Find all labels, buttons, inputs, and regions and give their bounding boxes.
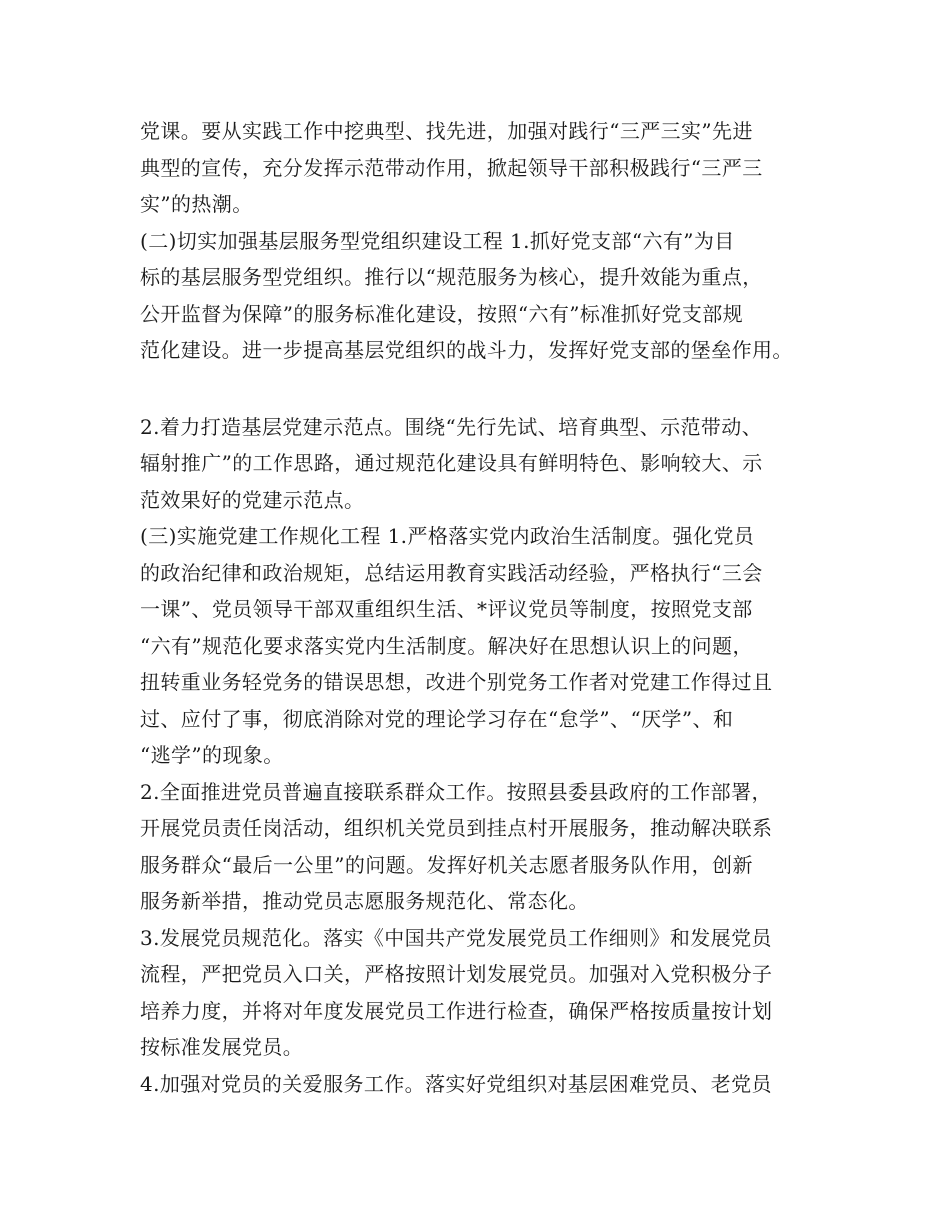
text-line: 服务群众“最后一公里”的问题。发挥好机关志愿者服务队作用，创新 [140, 852, 753, 877]
text-line: 流程，严把党员入口关，严格按照计划发展党员。加强对入党积极分子 [140, 962, 773, 986]
text-line: 服务新举措，推动党员志愿服务规范化、常态化。 [140, 889, 589, 913]
text-line: 范效果好的党建示范点。 [140, 487, 365, 512]
text-line: 党课。要从实践工作中挖典型、找先进，加强对践行“三严三实”先进 [140, 119, 753, 143]
text-line: 开展党员责任岗活动，组织机关党员到挂点村开展服务，推动解决联系 [140, 816, 773, 840]
document-body [140, 113, 820, 1102]
text-line: 公开监督为保障”的服务标准化建设，按照“六有”标准抓好党支部规 [140, 301, 744, 326]
text-line: (三)实施党建工作规化工程 1.严格落实党内政治生活制度。强化党员 [140, 524, 755, 548]
text-line: 过、应付了事，彻底消除对党的理论学习存在“怠学”、“厌学”、和 [140, 706, 734, 731]
text-line: 典型的宣传，充分发挥示范带动作用，掀起领导干部积极践行“三严三 [140, 155, 763, 180]
text-line: “六有”规范化要求落实党内生活制度。解决好在思想认识上的问题， [140, 633, 753, 658]
paragraph-gap [140, 369, 820, 409]
text-line: 的政治纪律和政治规矩，总结运用教育实践活动经验，严格执行“三会 [140, 560, 763, 585]
text-line: 扭转重业务轻党务的错误思想，改进个别党务工作者对党建工作得过且 [140, 670, 773, 694]
text-line: (二)切实加强基层服务型党组织建设工程 1.抓好党支部“六有”为目 [140, 228, 735, 253]
text-line: 2.着力打造基层党建示范点。围绕“先行先试、培育典型、示范带动、 [140, 414, 763, 439]
text-line: 4.加强对党员的关爱服务工作。落实好党组织对基层困难党员、老党员 [140, 1071, 772, 1096]
text-line: 3.发展党员规范化。落实《中国共产党发展党员工作细则》和发展党员 [140, 925, 772, 950]
text-line: 按标准发展党员。 [140, 1035, 304, 1059]
text-line: 2.全面推进党员普遍直接联系群众工作。按照县委县政府的工作部署， [140, 779, 772, 804]
text-line: 实”的热潮。 [140, 192, 253, 216]
text-line: 辐射推广”的工作思路，通过规范化建设具有鲜明特色、影响较大、示 [140, 451, 763, 475]
text-line: 一课”、党员领导干部双重组织生活、*评议党员等制度，按照党支部 [140, 597, 753, 621]
text-line: 范化建设。进一步提高基层党组织的战斗力，发挥好党支部的堡垒作用。 [140, 338, 793, 362]
text-line: 标的基层服务型党组织。推行以“规范服务为核心，提升效能为重点， [140, 265, 763, 289]
text-line: “逃学”的现象。 [140, 743, 284, 767]
text-line: 培养力度，并将对年度发展党员工作进行检查，确保严格按质量按计划 [140, 998, 773, 1023]
